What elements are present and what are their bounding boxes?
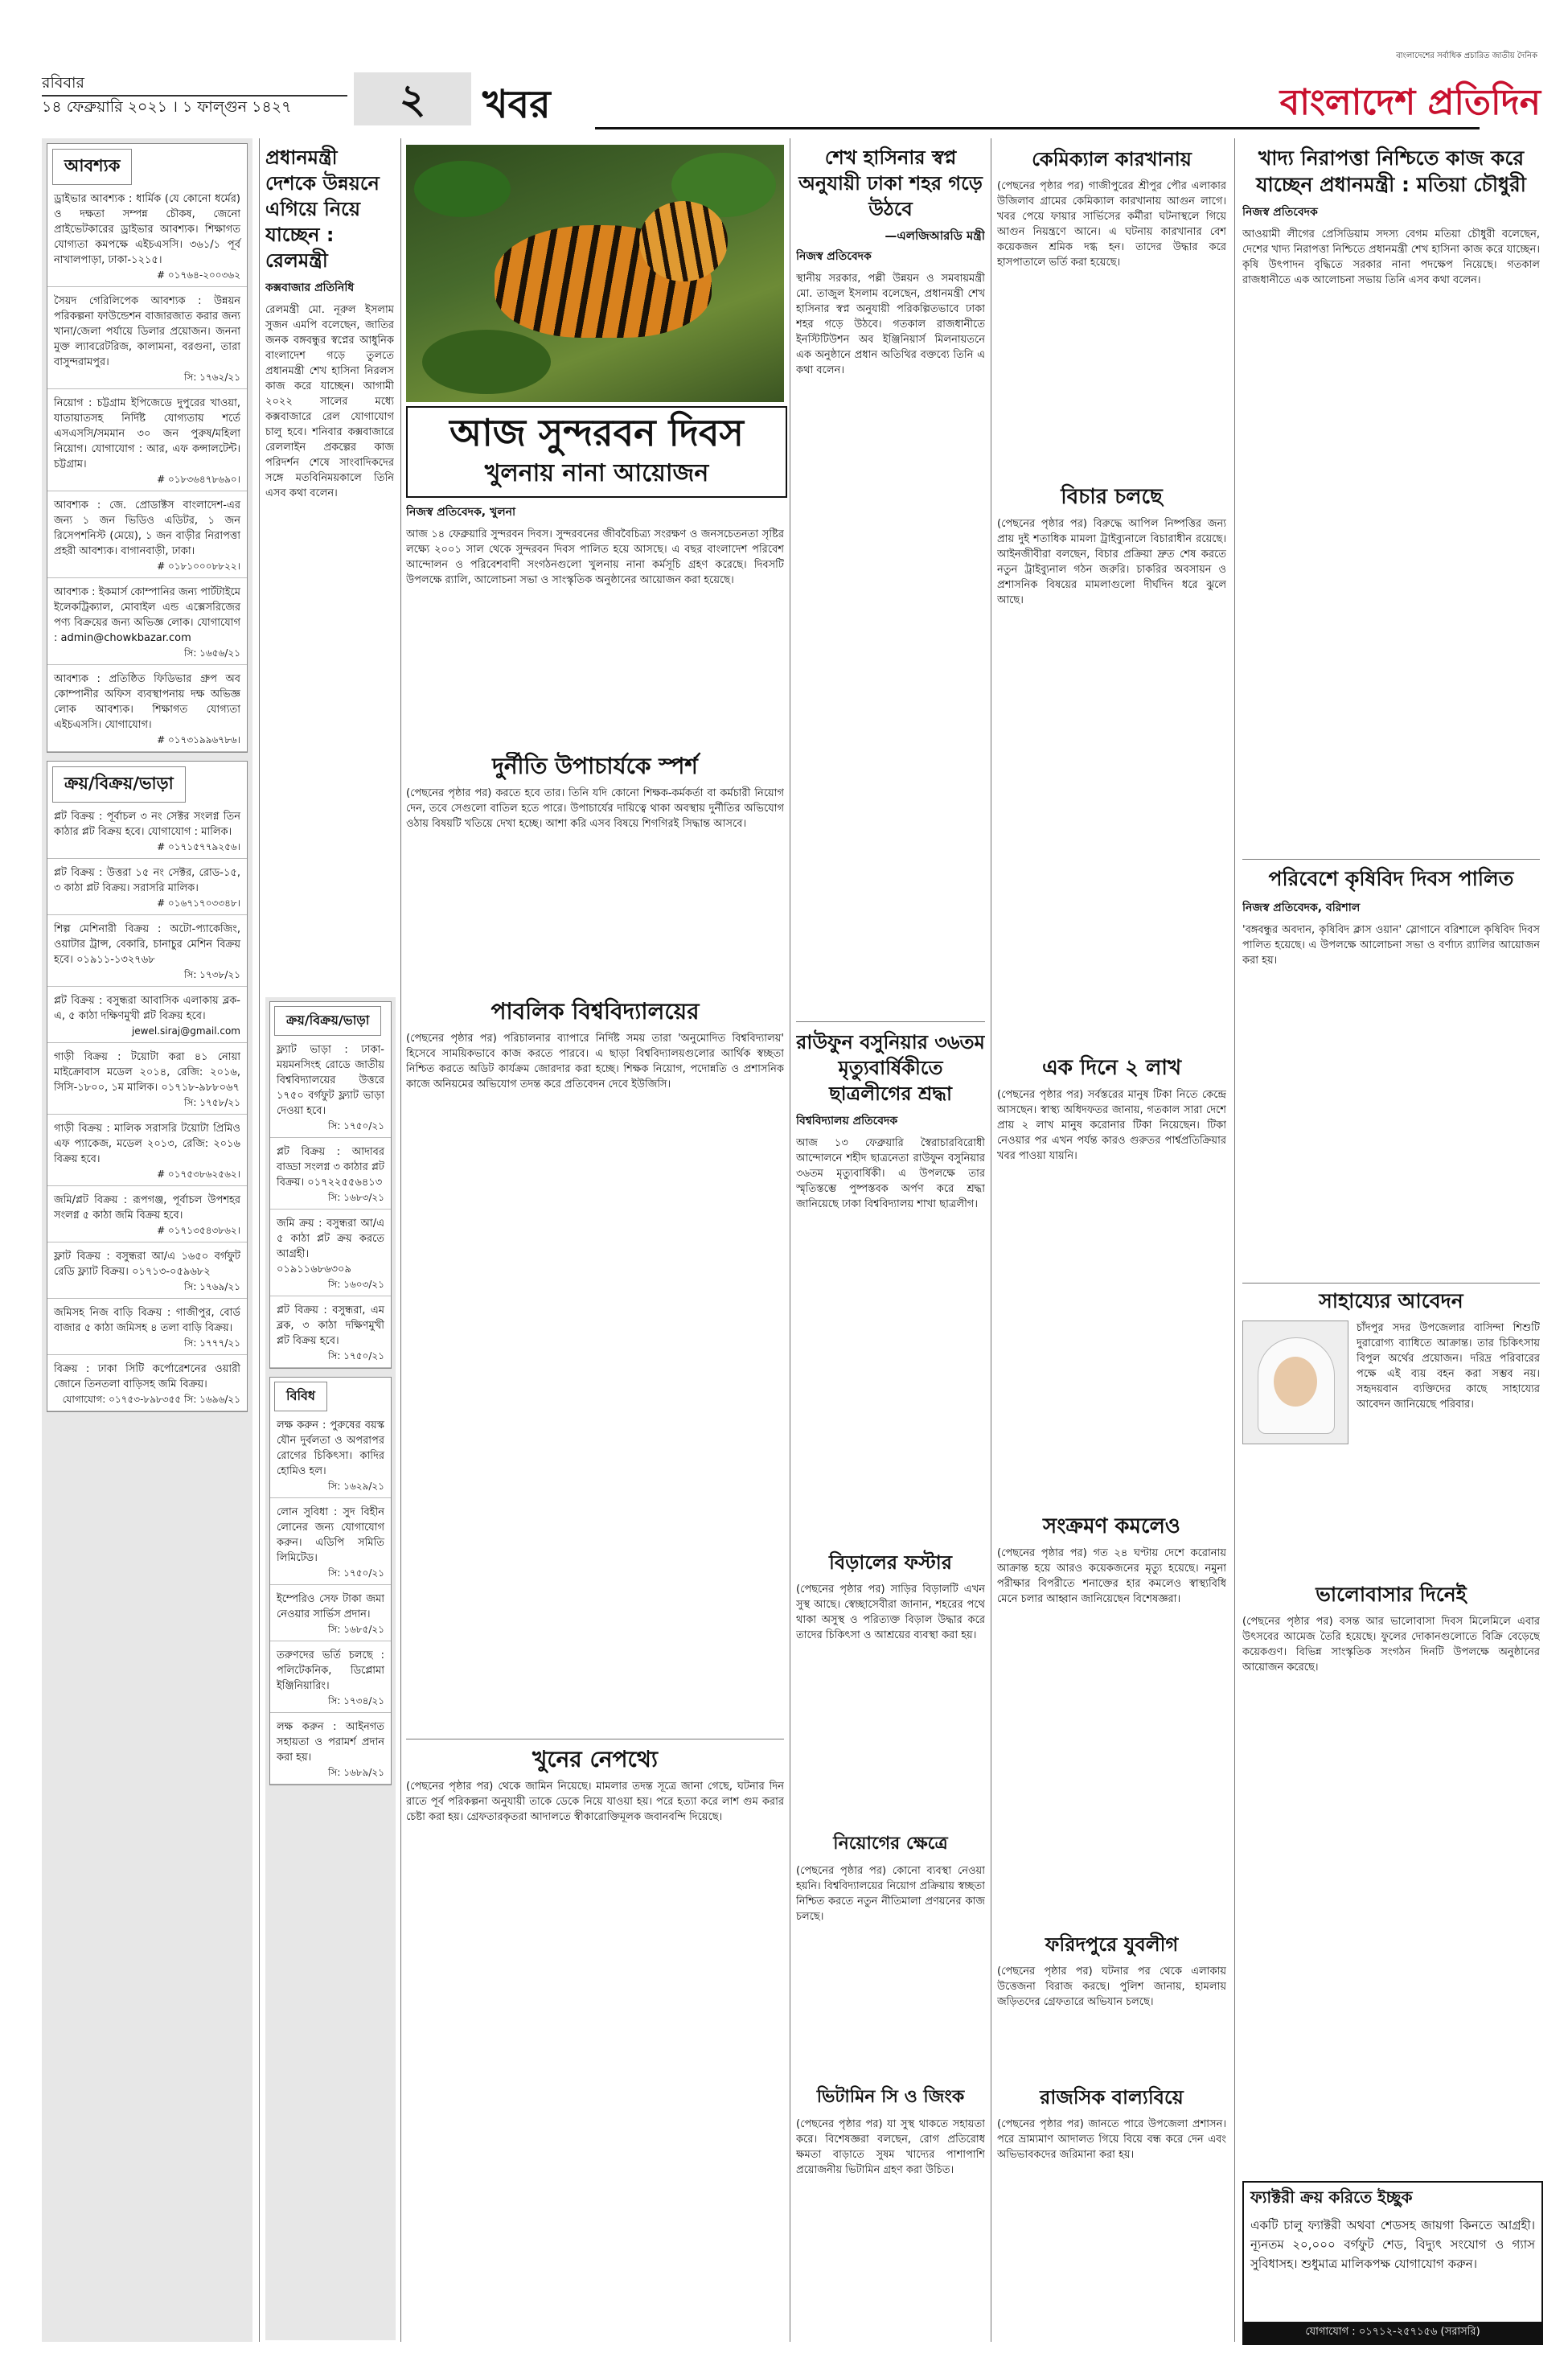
child-photo	[1242, 1320, 1348, 1444]
article-vaccine	[997, 1054, 1226, 1504]
list-item: বিক্রয় : ঢাকা সিটি কর্পোরেশনের ওয়ারী জোনে তিনতলা বাড়িসহ জমি বিক্রয়। যোগাযোগ: ০১৭৫৩-৮৯৮৩৫৫ সি: ১৬৯৬/২১	[47, 1355, 247, 1411]
article-byline: নিজস্ব প্রতিবেদক, বরিশাল	[1242, 902, 1361, 914]
article-body: আজ ১৩ ফেব্রুয়ারি স্বৈরাচারবিরোধী আন্দোলনে শহীদ ছাত্রনেতা রাউফুন বসুনিয়ার ৩৬তম মৃত্যুবার্ষিকী। এ উপলক্ষে তার স্মৃতিস্তম্ভে পুষ্পস্তবক অর্পণ করে শ্রদ্ধা জানিয়েছে ঢাকা বিশ্ববিদ্যালয় শাখা ছাত্রলীগ।	[796, 1137, 985, 1210]
article-title: সংক্রমণ কমলেও	[1043, 1514, 1180, 1538]
article-body: (পেছনের পৃষ্ঠার পর) গাজীপুরের শ্রীপুর পৌর এলাকার উজিলাব গ্রামের কেমিক্যাল কারখানায় আগুন লাগে। খবর পেয়ে ফায়ার সার্ভিসের কর্মীরা ঘটনাস্থলে গিয়ে আগুন নিয়ন্ত্রণে আনে। এ ঘটনায় কারখানার বেশ কয়েকজন শ্রমিক দগ্ধ হন। তাদের উদ্ধার করে হাসপাতালে ভর্তি করা হয়েছে।	[997, 180, 1226, 269]
article-title: আজ সুন্দরবন দিবস	[449, 411, 744, 454]
article-faridpur	[997, 1930, 1226, 2075]
classifieds-mid-misc-header: বিবিধ	[274, 1382, 327, 1411]
article-subtitle: —এলজিআরডি মন্ত্রী	[885, 228, 985, 243]
list-item: লোন সুবিধা : সুদ বিহীন লোনের জন্য যোগাযোগ করুন। এডিপি সমিতি লিমিটেড। সি: ১৭৫০/২১	[270, 1498, 391, 1585]
article-title: ভালোবাসার দিনেই	[1316, 1583, 1467, 1606]
logo-tagline: বাংলাদেশের সর্বাধিক প্রচারিত জাতীয় দৈনিক	[1396, 51, 1537, 60]
article-byline: নিজস্ব প্রতিবেদক	[796, 250, 872, 263]
article-title: পরিবেশে কৃষিবিদ দিবস পালিত	[1268, 867, 1514, 890]
list-item: তরুণদের ভর্তি চলছে : পলিটেকনিক, ডিপ্লোমা ইঞ্জিনিয়ারিং। সি: ১৭৩৪/২১	[270, 1641, 391, 1713]
classifieds-sale-header: ক্রয়/বিক্রয়/ভাড়া	[52, 766, 186, 803]
article-title: বিড়ালের ফস্টার	[829, 1551, 952, 1574]
list-item: প্লট বিক্রয় : বসুন্ধরা আবাসিক এলাকায় ব্লক-এ, ৫ কাঠা দক্ষিণমুখী প্লট বিক্রয় হবে। jewel.siraj@gmail.com	[47, 987, 247, 1043]
article-body: (পেছনের পৃষ্ঠার পর) বসন্ত আর ভালোবাসা দিবস মিলেমিলে এবার উৎসবের আমেজ তৈরি হয়েছে। ফুলের দোকানগুলোতে বিক্রি বেড়েছে কয়েকগুণ। বিভিন্ন সাংস্কৃতিক সংগঠন দিনটি উপলক্ষে অনুষ্ঠানের আয়োজন করেছে।	[1242, 1616, 1540, 1674]
article-rule	[1242, 859, 1540, 860]
article-body: (পেছনের পৃষ্ঠার পর) ঘটনার পর থেকে এলাকায় উত্তেজনা বিরাজ করছে। পুলিশ জানায়, হামলায় জড়িতদের গ্রেফতারে অভিযান চলছে।	[997, 1965, 1226, 2008]
article-trial	[997, 483, 1226, 1021]
article-body: রেলমন্ত্রী মো. নূরুল ইসলাম সুজন এমপি বলেছেন, জাতির জনক বঙ্গবন্ধুর স্বপ্নের আধুনিক বাংলাদেশ গড়ে তুলতে প্রধানমন্ত্রী শেখ হাসিনা নিরলস কাজ করে যাচ্ছেন। আগামী ২০২২ সালের মধ্যে কক্সবাজারে রেল যোগাযোগ চালু হবে। শনিবার কক্সবাজারে রেললাইন প্রকল্পের কাজ পরিদর্শন শেষে সাংবাদিকদের সঙ্গে মতবিনিময়কালে তিনি এসব কথা বলেন।	[265, 304, 394, 499]
article-food	[1242, 145, 1540, 852]
article-body: (পেছনের পৃষ্ঠার পর) গত ২৪ ঘণ্টায় দেশে করোনায় আক্রান্ত হয়ে আরও কয়েকজনের মৃত্যু হয়েছে। নমুনা পরীক্ষার বিপরীতে শনাক্তের হার কমলেও স্বাস্থ্যবিধি মেনে চলার আহ্বান জানিয়েছেন বিশেষজ্ঞরা।	[997, 1547, 1226, 1605]
article-cat	[796, 1548, 985, 1822]
list-item: লক্ষ করুন : আইনগত সহায়তা ও পরামর্শ প্রদান করা হয়। সি: ১৬৮৯/২১	[270, 1713, 391, 1785]
column-rule	[259, 138, 260, 2342]
article-body: আজ ১৪ ফেব্রুয়ারি সুন্দরবন দিবস। সুন্দরবনের জীববৈচিত্র্য সংরক্ষণ ও জনসচেতনতা সৃষ্টির লক্ষ্যে ২০০১ সাল থেকে সুন্দরবন দিবস পালিত হয়ে আসছে। এ বছর বাংলাদেশ পরিবেশ আন্দোলন ও পরিবেশবাদী সংগঠনগুলো খুলনায় নানা কর্মসূচি গ্রহণ করেছে। দিবসটি উপলক্ষে র‌্যালি, আলোচনা সভা ও সাংস্কৃতিক অনুষ্ঠানের আয়োজন করা হয়েছে।	[406, 528, 784, 586]
classifieds-column-mid	[265, 997, 396, 2340]
list-item: লক্ষ করুন : পুরুষের বয়স্ক যৌন দুর্বলতা ও অপরাপর রোগের চিকিৎসা। কাদির হোমিও হল। সি: ১৬২৯/২১	[270, 1411, 391, 1498]
list-item: আবশ্যক : প্রতিষ্ঠিত ফিডিভার গ্রুপ অব কোম্পানীর অফিস ব্যবস্থাপনায় দক্ষ অভিজ্ঞ লোক আবশ্যক। শিক্ষাগত যোগ্যতা এইচএসসি। যোগাযোগ। # ০১৭৩১৯৯৬৭৮৬।	[47, 665, 247, 752]
list-item: শিল্প মেশিনারী বিক্রয় : অটো-প্যাকেজিং, ওয়াটার ট্রান্স, বেকারি, চানাচুর মেশিন বিক্রয় হবে। ০১৯১১-১৩২৭৬৮ সি: ১৭৩৮/২১	[47, 915, 247, 987]
article-body: (পেছনের পৃষ্ঠার পর) পরিচালনার ব্যাপারে নির্দিষ্ট সময় তারা 'অনুমোদিত বিশ্ববিদ্যালয়' হিসেবে সাময়িকভাবে কাজ করতে পারবে। এ ছাড়া বিশ্ববিদ্যালয়গুলোর আর্থিক স্বচ্ছতা নিশ্চিত করতে অডিট কার্যক্রম জোরদার করা হচ্ছে। শিক্ষক নিয়োগ, পদোন্নতি ও প্রশাসনিক কাজে অনিয়মের অভিযোগ তদন্ত করে প্রতিবেদন দেবে ইউজিসি।	[406, 1033, 784, 1090]
article-title: শেখ হাসিনার স্বপ্ন অনুযায়ী ঢাকা শহর গড়ে উঠবে	[798, 146, 983, 220]
classifieds-wanted	[47, 143, 248, 753]
article-body: চাঁদপুর সদর উপজেলার বাসিন্দা শিশুটি দুরারোগ্য ব্যাধিতে আক্রান্ত। তার চিকিৎসায় বিপুল অর্থের প্রয়োজন। দরিদ্র পরিবারের পক্ষে এই ব্যয় বহন করা সম্ভব নয়। সহৃদয়বান ব্যক্তিদের কাছে সাহায্যের আবেদন জানিয়েছে পরিবার।	[1357, 1322, 1540, 1411]
sundarban-headline-box	[406, 406, 787, 498]
article-body: (পেছনের পৃষ্ঠার পর) সর্বস্তরের মানুষ টিকা নিতে কেন্দ্রে আসছেন। স্বাস্থ্য অধিদফতর জানায়, গতকাল সারা দেশে প্রায় ২ লাখ মানুষ করোনার টিকা নিয়েছেন। টিকা নেওয়ার পর এখন পর্যন্ত কারও গুরুতর পার্শ্বপ্রতিক্রিয়ার খবর পাওয়া যায়নি।	[997, 1089, 1226, 1162]
masthead-rule	[42, 95, 347, 97]
page-number: ২	[354, 72, 471, 125]
article-byline: বিশ্ববিদ্যালয় প্রতিবেদক	[796, 1115, 898, 1127]
article-body: আওয়ামী লীগের প্রেসিডিয়াম সদস্য বেগম মতিয়া চৌধুরী বলেছেন, দেশের খাদ্য নিরাপত্তা নিশ্চিতে প্রধানমন্ত্রী শেখ হাসিনা কাজ করে যাচ্ছেন। কৃষি উৎপাদন বৃদ্ধিতে সরকার নানা পদক্ষেপ নিয়েছে। গতকাল রাজধানীতে এক আলোচনা সভায় তিনি এসব কথা বলেন।	[1242, 228, 1540, 286]
logo-text: বাংলাদেশ প্রতিদিন	[1279, 82, 1541, 123]
classifieds-mid-sale	[269, 1001, 392, 1369]
article-title: খুনের নেপথ্যে	[532, 1746, 659, 1772]
article-title: রাজসিক বাল্যবিয়ে	[1040, 2086, 1184, 2109]
article-corruption	[406, 752, 784, 993]
article-vitamin	[796, 2083, 985, 2340]
article-public-university	[406, 997, 784, 1657]
masthead	[0, 0, 1568, 133]
article-chemical	[997, 145, 1226, 474]
logo	[1214, 50, 1544, 138]
article-dhaka	[796, 145, 985, 997]
article-title: সাহায্যের আবেদন	[1319, 1289, 1463, 1312]
list-item: আবশ্যক : জে. প্রোডাক্টস বাংলাদেশ-এর জন্য ১ জন ভিডিও এডিটর, ১ জন রিসেপশনিস্ট (মেয়ে), ১ জন বাড়ীর নিরাপত্তা প্রহরী আবশ্যক। বাগানবাড়ী, ঢাকা। # ০১৮১০০০৮৮২২।	[47, 491, 247, 578]
article-rule	[796, 1021, 985, 1022]
list-item: প্লট বিক্রয় : আদাবর বাড্ডা সংলগ্ন ৩ কাঠার প্লট বিক্রয়। ০১৭২২৫৫৬৪১৩ সি: ১৬৮৩/২১	[270, 1138, 391, 1210]
article-body: (পেছনের পৃষ্ঠার পর) যা সুস্থ থাকতে সহায়তা করে। বিশেষজ্ঞরা বলছেন, রোগ প্রতিরোধ ক্ষমতা বাড়াতে সুষম খাদ্যের পাশাপাশি প্রয়োজনীয় ভিটামিন গ্রহণ করা উচিত।	[796, 2118, 985, 2176]
article-sundarban	[406, 503, 784, 744]
list-item: ফ্লাট বিক্রয় : বসুন্ধরা আ/এ ১৬৫০ বর্গফুট রেডি ফ্ল্যাট বিক্রয়। ০১৭১৩-০৫৯৬৮২ সি: ১৭৬৯/২১	[47, 1242, 247, 1299]
classifieds-wanted-header: আবশ্যক	[52, 149, 132, 185]
article-body: (পেছনের পৃষ্ঠার পর) সাড়ির বিড়ালটি এখন সুস্থ আছে। স্বেচ্ছাসেবীরা জানান, শহরের পথে থাকা অসুস্থ ও পরিত্যক্ত বিড়াল উদ্ধার করে তাদের চিকিৎসা ও আশ্রয়ের ব্যবস্থা করা হয়।	[796, 1583, 985, 1641]
article-body: (পেছনের পৃষ্ঠার পর) কোনো ব্যবস্থা নেওয়া হয়নি। বিশ্ববিদ্যালয়ের নিয়োগ প্রক্রিয়ায় স্বচ্ছতা নিশ্চিত করতে নতুন নীতিমালা প্রণয়নের কাজ চলছে।	[796, 1865, 985, 1923]
list-item: গাড়ী বিক্রয় : মালিক সরাসরি টয়োটা প্রিমিও এফ প্যাকেজ, মডেল ২০১৩, রেজি: ২০১৬ বিক্রয় হবে। # ০১৭৫৩৮৬২৫৬২।	[47, 1115, 247, 1186]
list-item: নিয়োগ : চট্টগ্রাম ইপিজেডে দুপুরের খাওয়া, যাতায়াতসহ নির্দিষ্ট যোগ্যতায় শর্তে এসএসসি/সমমান ৩০ জন পুরুষ/মহিলা নিয়োগ। যোগাযোগ : আর, এফ কন্সালটেন্ট। চট্টগ্রাম। # ০১৮৩৬৪৭৮৬৯০।	[47, 389, 247, 491]
tiger-photo	[406, 145, 784, 402]
date: ১৪ ফেব্রুয়ারি ২০২১ । ১ ফাল্গুন ১৪২৭	[42, 98, 292, 116]
factory-ad	[1242, 2181, 1543, 2345]
list-item: প্লট বিক্রয় : উত্তরা ১৫ নং সেক্টর, রোড-১৫, ৩ কাঠা প্লট বিক্রয়। সরাসরি মালিক। # ০১৬৭১৭০৩৩৪৮।	[47, 859, 247, 915]
list-item: প্লট বিক্রয় : বসুন্ধরা, এম ব্লক, ৩ কাঠা দক্ষিণমুখী প্লট বিক্রয় হবে। সি: ১৭৫০/২১	[270, 1296, 391, 1368]
column-rule	[1234, 138, 1235, 2342]
article-title: পাবলিক বিশ্ববিদ্যালয়ের	[491, 998, 700, 1025]
article-title: কেমিক্যাল কারখানায়	[1032, 148, 1192, 170]
weekday: রবিবার	[42, 74, 84, 92]
classifieds-sale	[47, 761, 248, 1412]
article-rule	[1242, 1283, 1540, 1284]
article-body: স্থানীয় সরকার, পল্লী উন্নয়ন ও সমবায়মন্ত্রী মো. তাজুল ইসলাম বলেছেন, প্রধানমন্ত্রী শেখ হাসিনার স্বপ্ন অনুযায়ী পরিকল্পিতভাবে ঢাকা শহর গড়ে উঠবে। গতকাল রাজধানীতে ইনস্টিটিউশন অব ইঞ্জিনিয়ার্স মিলনায়তনে এক অনুষ্ঠানে প্রধান অতিথির বক্তব্যে তিনি এ কথা বলেন।	[796, 273, 985, 376]
article-agri	[1242, 865, 1540, 1283]
article-love	[1242, 1580, 1540, 2171]
column-rule	[400, 138, 401, 2342]
list-item: সৈয়দ গেরিলিপেক আবশ্যক : উন্নয়ন পরিকল্পনা ফাউন্ডেশন বাজারজাত করার জন্য খানা/জেলা পর্যায়ে ডিলার প্রয়োজন। জননা মুক্ত ল্যাবরেটরিজ, কালামনা, বরগুনা, তারা বাসুন্দরামপুর। সি: ১৭৬২/২১	[47, 287, 247, 389]
article-body: 'বঙ্গবন্ধুর অবদান, কৃষিবিদ ক্লাস ওয়ান' স্লোগানে বরিশালে কৃষিবিদ দিবস পালিত হয়েছে। এ উপলক্ষে আলোচনা সভা ও বর্ণাঢ্য র‌্যালির আয়োজন করা হয়।	[1242, 924, 1540, 967]
article-byline: কক্সবাজার প্রতিনিধি	[265, 281, 355, 294]
article-help	[1242, 1287, 1540, 1576]
list-item: ইম্পেরিও সেফ টাকা জমা নেওয়ার সার্ভিস প্রদান। সি: ১৬৮৫/২১	[270, 1585, 391, 1641]
article-subtitle: খুলনায় নানা আয়োজন	[484, 459, 709, 487]
article-title: নিয়োগের ক্ষেত্রে	[833, 1834, 948, 1854]
classifieds-mid-sale-header: ক্রয়/বিক্রয়/ভাড়া	[274, 1006, 381, 1036]
list-item: ড্রাইভার আবশ্যক : ধার্মিক (যে কোনো ধর্মের) ও দক্ষতা সম্পন্ন চৌকষ, জেনো প্রাইভেটকারের ড্রাইভার আবশ্যক। শিক্ষাগত যোগ্যতা কমপক্ষে এইচএসসি। ৩৬১/১ পূর্ব নাখালপাড়া, ঢাকা-১২১৫। # ০১৭৬৪-২০০৩৬২	[47, 185, 247, 287]
article-ratul	[796, 1029, 985, 1536]
list-item: প্লট বিক্রয় : পূর্বাচল ৩ নং সেক্টর সংলগ্ন তিন কাঠার প্লট বিক্রয় হবে। যোগাযোগ : মালিক। # ০১৭১৫৭৭৯২৫৬।	[47, 803, 247, 859]
list-item: ফ্ল্যাট ভাড়া : ঢাকা-ময়মনসিংহ রোডে জাতীয় বিশ্ববিদ্যালয়ের উত্তরে ১৭৫০ বর্গফুট ফ্ল্যাট ভাড়া দেওয়া হবে। সি: ১৭৫০/২১	[270, 1036, 391, 1138]
classifieds-column	[42, 138, 252, 2342]
list-item: আবশ্যক : ইকমার্স কোম্পানির জন্য পার্টটাইমে ইলেকট্রিক্যাল, মোবাইল এন্ড এক্সেসরিজের পণ্য বিক্রয়ের জন্য অভিজ্ঞ লোক। যোগাযোগ : admin@chowkbazar.com সি: ১৬৫৬/২১	[47, 578, 247, 665]
article-title: বিচার চলছে	[1061, 485, 1163, 509]
article-byline: নিজস্ব প্রতিবেদক	[1242, 206, 1318, 219]
ad-contact: যোগাযোগ : ০১৭১২-২৫৭১৫৬ (সরাসরি)	[1244, 2322, 1541, 2343]
article-title: ফরিদপুরে যুবলীগ	[1045, 1933, 1179, 1956]
article-body: (পেছনের পৃষ্ঠার পর) জানতে পারে উপজেলা প্রশাসন। পরে ভ্রাম্যমাণ আদালত গিয়ে বিয়ে বন্ধ করে দেন এবং অভিভাবকদের জরিমানা করা হয়।	[997, 2118, 1226, 2161]
classifieds-mid-misc	[269, 1377, 392, 1785]
article-rail	[265, 145, 394, 997]
article-title: রাউফুন বসুনিয়ার ৩৬তম মৃত্যুবার্ষিকীতে ছাত্রলীগের শ্রদ্ধা	[796, 1031, 985, 1105]
article-body: (পেছনের পৃষ্ঠার পর) থেকে জামিন নিয়েছে। মামলার তদন্ত সূত্রে জানা গেছে, ঘটনার দিন রাতে পূর্ব পরিকল্পনা অনুযায়ী তাকে ডেকে নিয়ে যাওয়া হয়। পরে হত্যা করে লাশ গুম করার চেষ্টা করা হয়। গ্রেফতারকৃতরা আদালতে স্বীকারোক্তিমূলক জবানবন্দি দিয়েছে।	[406, 1780, 784, 1823]
section-title: খবর	[482, 82, 551, 127]
article-title: প্রধানমন্ত্রী দেশকে উন্নয়নে এগিয়ে নিয়ে যাচ্ছেন : রেলমন্ত্রী	[265, 146, 380, 272]
article-wedding	[997, 2083, 1226, 2340]
article-infection	[997, 1512, 1226, 1922]
list-item: জমিসহ নিজ বাড়ি বিক্রয় : গাজীপুর, বোর্ড বাজার ৫ কাঠা জমিসহ ৪ তলা বাড়ি বিক্রয়। সি: ১৭৭৭/২১	[47, 1299, 247, 1355]
article-byline: নিজস্ব প্রতিবেদক, খুলনা	[406, 506, 516, 519]
list-item: গাড়ী বিক্রয় : টয়োটা করা ৪১ নোয়া মাইক্রোবাস মডেল ২০১৪, রেজি: ২০১৬, সিসি-১৮০০, ১ম মালিক। ০১৭১৮-৯৮৮০৬৭ সি: ১৭৫৮/২১	[47, 1043, 247, 1115]
article-body: (পেছনের পৃষ্ঠার পর) করতে হবে তার। তিনি যদি কোনো শিক্ষক-কর্মকর্তা বা কর্মচারী নিয়োগ দেন, তবে সেগুলো বাতিল হতে পারে। উপাচার্যের দায়িত্বে থাকা অবস্থায় দুর্নীতির অভিযোগ ওঠায় বিষয়টি খতিয়ে দেখা হচ্ছে। আশা করি এসব বিষয়ে শিগগিরই সিদ্ধান্ত আসবে।	[406, 787, 784, 830]
ad-body: একটি চালু ফ্যাক্টরী অথবা শেডসহ জায়গা কিনতে আগ্রহী। ন্যূনতম ২০,০০০ বর্গফুট শেড, বিদ্যুৎ সংযোগ ও গ্যাস সুবিধাসহ। শুধুমাত্র মালিকপক্ষ যোগাযোগ করুন।	[1250, 2218, 1535, 2271]
article-murder	[406, 1745, 784, 2340]
article-title: খাদ্য নিরাপত্তা নিশ্চিতে কাজ করে যাচ্ছেন প্রধানমন্ত্রী : মতিয়া চৌধুরী	[1256, 146, 1526, 196]
article-recruit	[796, 1830, 985, 2079]
article-body: (পেছনের পৃষ্ঠার পর) বিরুদ্ধে আপিল নিষ্পত্তির জন্য প্রায় দুই শতাধিক মামলা ট্রাইব্যুনালে বিচারাধীন রয়েছে। আইনজীবীরা বলছেন, বিচার প্রক্রিয়া দ্রুত শেষ করতে নতুন ট্রাইব্যুনাল গঠন জরুরি। চাকরির অবসায়ন ও প্রশাসনিক বিষয়ের মামলাগুলো দীর্ঘদিন ধরে ঝুলে আছে।	[997, 518, 1226, 606]
list-item: জমি/প্লট বিক্রয় : রূপগঞ্জ, পূর্বাচল উপশহর সংলগ্ন ৫ কাঠা জমি বিক্রয় হবে। # ০১৭১৩৫৪৩৮৬২।	[47, 1186, 247, 1242]
article-title: ভিটামিন সি ও জিংক	[816, 2087, 965, 2107]
article-title: এক দিনে ২ লাখ	[1041, 1056, 1182, 1080]
list-item: জমি ক্রয় : বসুন্ধরা আ/এ ৫ কাঠা প্লট ক্রয় করতে আগ্রহী। ০১৯১১৬৮৬৩০৯ সি: ১৬০৩/২১	[270, 1210, 391, 1296]
ad-title: ফ্যাক্টরী ক্রয় করিতে ইচ্ছুক	[1250, 2187, 1413, 2207]
article-title: দুর্নীতি উপাচার্যকে স্পর্শ	[492, 753, 698, 779]
